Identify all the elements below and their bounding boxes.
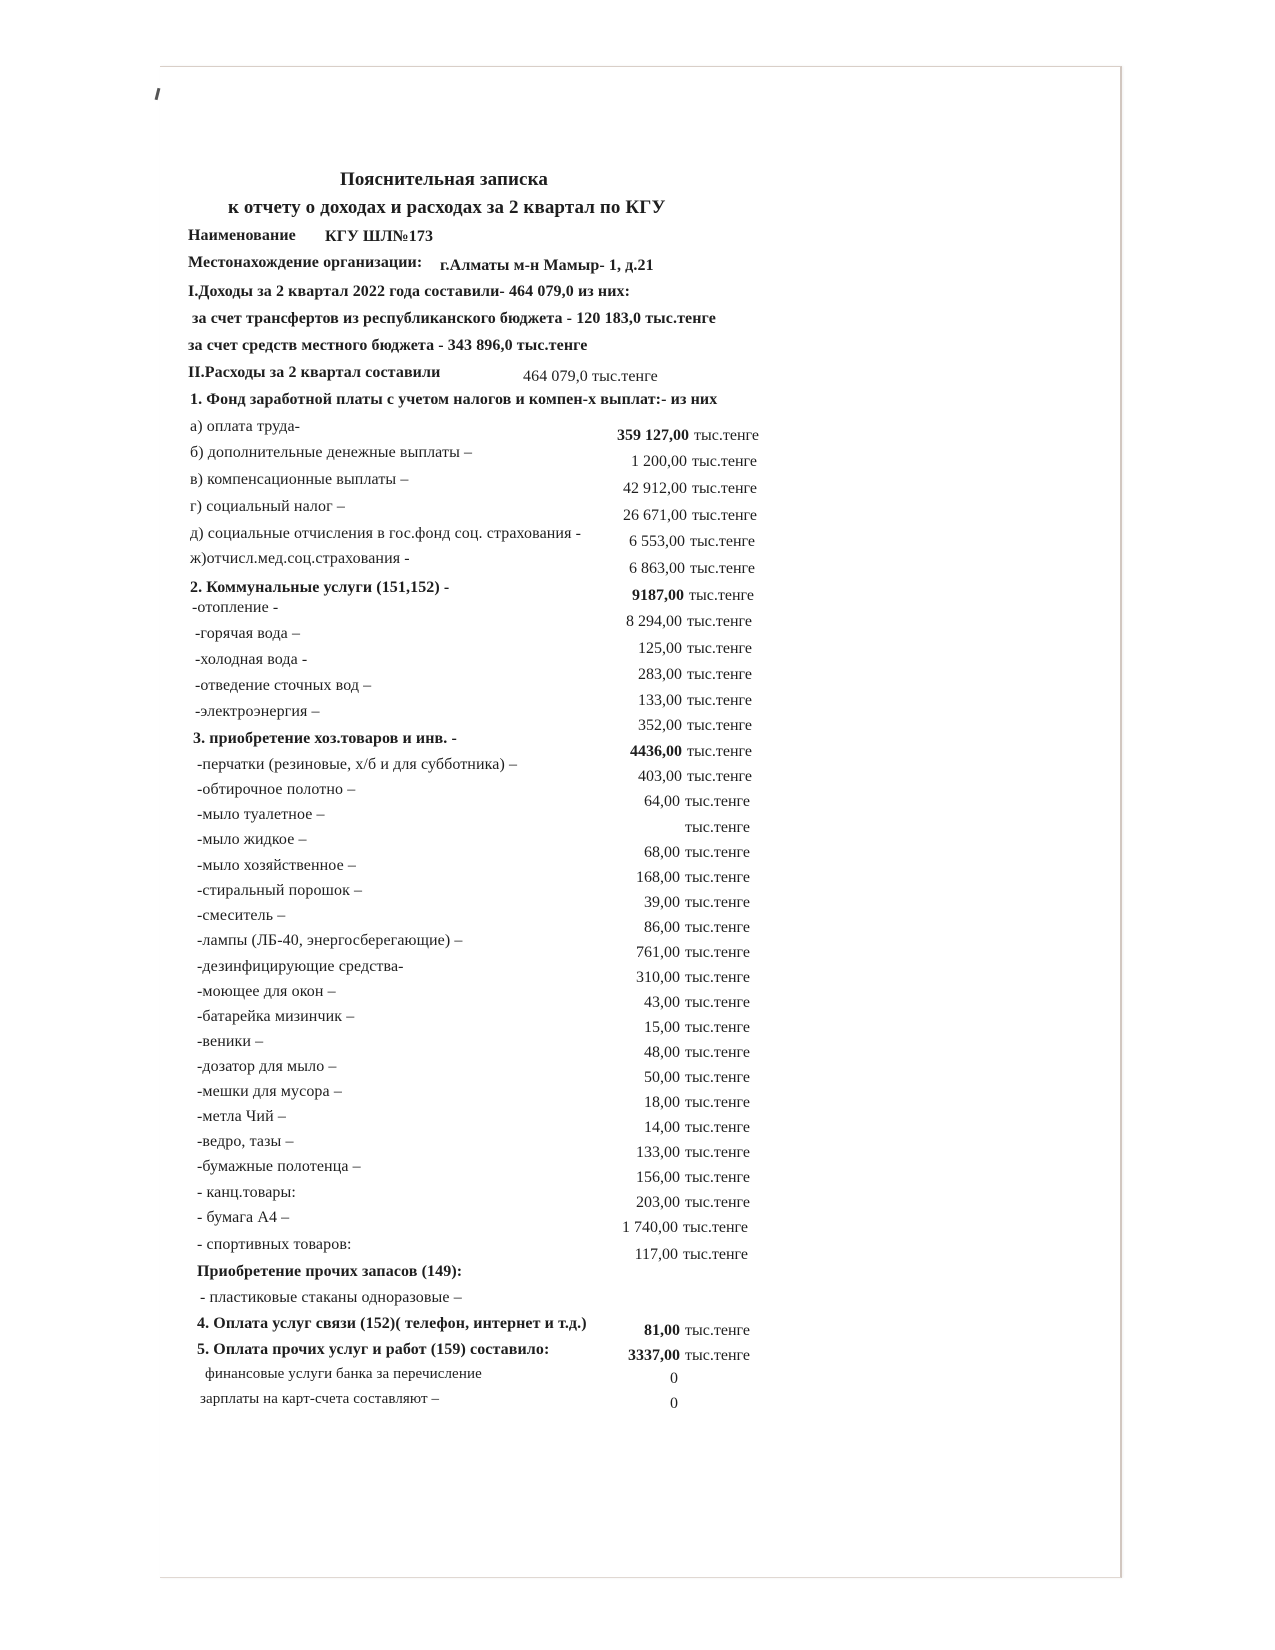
amount-value: 18,00 xyxy=(644,1094,680,1111)
amount-value: 3337,00 xyxy=(628,1347,680,1364)
goods-amount xyxy=(578,943,848,963)
amount-value: 168,00 xyxy=(636,869,680,886)
amount-unit: тыс.тенге xyxy=(690,560,755,577)
goods-label: -стиральный порошок – xyxy=(197,882,363,899)
communications-line: 4. Оплата услуг связи (152)( телефон, интернет и т.д.) xyxy=(197,1315,587,1332)
goods-label: -веники – xyxy=(197,1033,264,1050)
amount-value: 352,00 xyxy=(638,717,682,734)
amount-unit: тыс.тенге xyxy=(687,717,752,734)
goods-amount xyxy=(578,1193,848,1213)
amount-unit: тыс.тенге xyxy=(685,1019,750,1036)
amount-unit: тыс.тенге xyxy=(687,666,752,683)
other-stock-header: Приобретение прочих запасов (149): xyxy=(197,1263,463,1280)
goods-total xyxy=(580,742,850,762)
amount-value: 283,00 xyxy=(638,666,682,683)
amount-value: 4436,00 xyxy=(630,743,682,760)
goods-label: -мешки для мусора – xyxy=(197,1083,342,1100)
amount-value: 125,00 xyxy=(638,640,682,657)
amount-value: 15,00 xyxy=(644,1019,680,1036)
utility-label: -электроэнергия – xyxy=(195,703,320,720)
amount-unit: тыс.тенге xyxy=(694,427,759,444)
amount-unit: тыс.тенге xyxy=(685,1322,750,1339)
amount-unit: тыс.тенге xyxy=(687,613,752,630)
amount-unit: тыс.тенге xyxy=(685,1194,750,1211)
utilities-header: 2. Коммунальные услуги (151,152) - xyxy=(190,579,450,596)
wage-label: д) социальные отчисления в гос.фонд соц. страхования - xyxy=(190,525,582,542)
amount-value: 6 553,00 xyxy=(629,533,685,550)
amount-unit: тыс.тенге xyxy=(685,919,750,936)
page-subtitle: к отчету о доходах и расходах за 2 квартал по КГУ xyxy=(228,197,666,218)
goods-label: -смеситель – xyxy=(197,907,286,924)
goods-label: -дозатор для мыло – xyxy=(197,1058,337,1075)
amount-unit: тыс.тенге xyxy=(685,894,750,911)
amount-value: 68,00 xyxy=(644,844,680,861)
wage-label: в) компенсационные выплаты – xyxy=(190,471,409,488)
goods-amount xyxy=(576,1245,846,1265)
goods-amount xyxy=(576,1218,846,1238)
bank-services-value: 0 xyxy=(670,1370,679,1387)
amount-value: 203,00 xyxy=(636,1194,680,1211)
goods-label: -мыло туалетное – xyxy=(197,806,325,823)
amount-unit: тыс.тенге xyxy=(685,944,750,961)
goods-label: - канц.товары: xyxy=(197,1184,296,1201)
utility-amount xyxy=(580,612,850,632)
goods-amount xyxy=(578,1093,848,1113)
goods-header: 3. приобретение хоз.товаров и инв. - xyxy=(193,730,457,747)
name-label: Наименование xyxy=(188,227,296,244)
amount-unit: тыс.тенге xyxy=(685,793,750,810)
amount-unit: тыс.тенге xyxy=(685,969,750,986)
other-stock-item: - пластиковые стаканы одноразовые – xyxy=(200,1289,462,1306)
salary-card-value: 0 xyxy=(670,1395,679,1412)
expense-value: 464 079,0 тыс.тенге xyxy=(523,368,658,385)
goods-label: - спортивных товаров: xyxy=(197,1236,352,1253)
utility-amount xyxy=(580,691,850,711)
amount-unit: тыс.тенге xyxy=(687,743,752,760)
amount-value: 403,00 xyxy=(638,768,682,785)
amount-unit: тыс.тенге xyxy=(689,587,754,604)
communications-amount xyxy=(578,1321,848,1341)
wage-label: г) социальный налог – xyxy=(190,498,345,515)
goods-amount xyxy=(578,792,848,812)
goods-amount xyxy=(578,1168,848,1188)
goods-label: -обтирочное полотно – xyxy=(197,781,356,798)
goods-label: -мыло жидкое – xyxy=(197,831,307,848)
amount-value: 156,00 xyxy=(636,1169,680,1186)
amount-value: 1 740,00 xyxy=(622,1219,678,1236)
utility-amount xyxy=(580,639,850,659)
amount-value: 117,00 xyxy=(634,1246,678,1263)
amount-unit: тыс.тенге xyxy=(685,844,750,861)
amount-value: 761,00 xyxy=(636,944,680,961)
wage-label: а) оплата труда- xyxy=(190,418,301,435)
salary-card-line: зарплаты на карт-счета составляют – xyxy=(200,1391,440,1407)
amount-unit: тыс.тенге xyxy=(683,1219,748,1236)
amount-value: 43,00 xyxy=(644,994,680,1011)
income-line: I.Доходы за 2 квартал 2022 года составили- 464 079,0 из них: xyxy=(188,283,631,300)
wage-amount xyxy=(587,426,857,446)
goods-label: -бумажные полотенца – xyxy=(197,1158,361,1175)
goods-amount xyxy=(578,918,848,938)
goods-amount xyxy=(578,1143,848,1163)
amount-unit: тыс.тенге xyxy=(687,692,752,709)
utility-label: -отведение сточных вод – xyxy=(195,677,372,694)
wage-label: ж)отчисл.мед.соц.страхования - xyxy=(190,550,410,567)
wage-amount xyxy=(585,479,855,499)
amount-unit: тыс.тенге xyxy=(690,533,755,550)
amount-unit: тыс.тенге xyxy=(685,1094,750,1111)
amount-value: 6 863,00 xyxy=(629,560,685,577)
amount-unit: тыс.тенге xyxy=(685,1069,750,1086)
wage-label: б) дополнительные денежные выплаты – xyxy=(190,444,473,461)
amount-unit: тыс.тенге xyxy=(685,1044,750,1061)
utility-label: -отопление - xyxy=(192,599,279,616)
amount-unit: тыс.тенге xyxy=(687,768,752,785)
goods-amount xyxy=(578,818,848,838)
amount-value: 310,00 xyxy=(636,969,680,986)
bank-services-line: финансовые услуги банка за перечисление xyxy=(205,1366,482,1382)
page-title: Пояснительная записка xyxy=(340,169,548,190)
goods-amount xyxy=(578,1018,848,1038)
other-services-line: 5. Оплата прочих услуг и работ (159) составило: xyxy=(197,1341,550,1358)
other-services-amount xyxy=(578,1346,848,1366)
utility-label: -горячая вода – xyxy=(195,625,301,642)
amount-unit: тыс.тенге xyxy=(685,994,750,1011)
goods-amount xyxy=(578,993,848,1013)
amount-unit: тыс.тенге xyxy=(685,1347,750,1364)
utilities-total xyxy=(582,586,852,606)
goods-amount xyxy=(578,1043,848,1063)
goods-label: -лампы (ЛБ-40, энергосберегающие) – xyxy=(197,932,463,949)
goods-amount xyxy=(580,767,850,787)
income-local: за счет средств местного бюджета - 343 896,0 тыс.тенге xyxy=(188,337,588,354)
goods-amount xyxy=(578,843,848,863)
utility-amount xyxy=(580,716,850,736)
amount-unit: тыс.тенге xyxy=(685,1144,750,1161)
goods-label: -ведро, тазы – xyxy=(197,1133,294,1150)
wage-header: 1. Фонд заработной платы с учетом налогов и компен-х выплат:- из них xyxy=(190,391,718,408)
amount-unit: тыс.тенге xyxy=(683,1246,748,1263)
expense-label: II.Расходы за 2 квартал составили xyxy=(188,364,441,381)
amount-value: 39,00 xyxy=(644,894,680,911)
amount-value: 8 294,00 xyxy=(626,613,682,630)
location-label: Местонахождение организации: xyxy=(188,254,423,271)
goods-label: -дезинфицирующие средства- xyxy=(197,958,404,975)
goods-label: -моющее для окон – xyxy=(197,983,336,1000)
amount-value: 14,00 xyxy=(644,1119,680,1136)
income-republican: за счет трансфертов из республиканского бюджета - 120 183,0 тыс.тенге xyxy=(192,310,716,327)
goods-label: -мыло хозяйственное – xyxy=(197,857,356,874)
location-value: г.Алматы м-н Мамыр- 1, д.21 xyxy=(440,257,654,274)
amount-value: 359 127,00 xyxy=(617,427,689,444)
amount-value: 50,00 xyxy=(644,1069,680,1086)
amount-unit: тыс.тенге xyxy=(692,453,757,470)
amount-value: 48,00 xyxy=(644,1044,680,1061)
amount-value: 133,00 xyxy=(636,1144,680,1161)
goods-label: -метла Чий – xyxy=(197,1108,286,1125)
amount-value: 26 671,00 xyxy=(623,507,687,524)
amount-unit: тыс.тенге xyxy=(692,507,757,524)
amount-unit: тыс.тенге xyxy=(685,1169,750,1186)
goods-amount xyxy=(578,1118,848,1138)
amount-value: 64,00 xyxy=(644,793,680,810)
goods-label: -батарейка мизинчик – xyxy=(197,1008,355,1025)
amount-value: 133,00 xyxy=(638,692,682,709)
utility-amount xyxy=(580,665,850,685)
goods-label: -перчатки (резиновые, х/б и для субботника) – xyxy=(197,756,518,773)
amount-value: 42 912,00 xyxy=(623,480,687,497)
amount-value: 86,00 xyxy=(644,919,680,936)
wage-amount xyxy=(583,559,853,579)
goods-label: - бумага А4 – xyxy=(197,1209,290,1226)
amount-value: 9187,00 xyxy=(632,587,684,604)
amount-unit: тыс.тенге xyxy=(685,1119,750,1136)
amount-value: 1 200,00 xyxy=(631,453,687,470)
amount-unit: тыс.тенге xyxy=(687,640,752,657)
goods-amount xyxy=(578,868,848,888)
amount-value: 81,00 xyxy=(644,1322,680,1339)
wage-amount xyxy=(585,452,855,472)
goods-amount xyxy=(578,968,848,988)
wage-amount xyxy=(583,532,853,552)
amount-unit: тыс.тенге xyxy=(685,869,750,886)
amount-unit: тыс.тенге xyxy=(692,480,757,497)
wage-amount xyxy=(585,506,855,526)
goods-amount xyxy=(578,893,848,913)
name-value: КГУ ШЛ№173 xyxy=(325,228,434,245)
utility-label: -холодная вода - xyxy=(195,651,308,668)
amount-unit: тыс.тенге xyxy=(685,819,750,836)
goods-amount xyxy=(578,1068,848,1088)
